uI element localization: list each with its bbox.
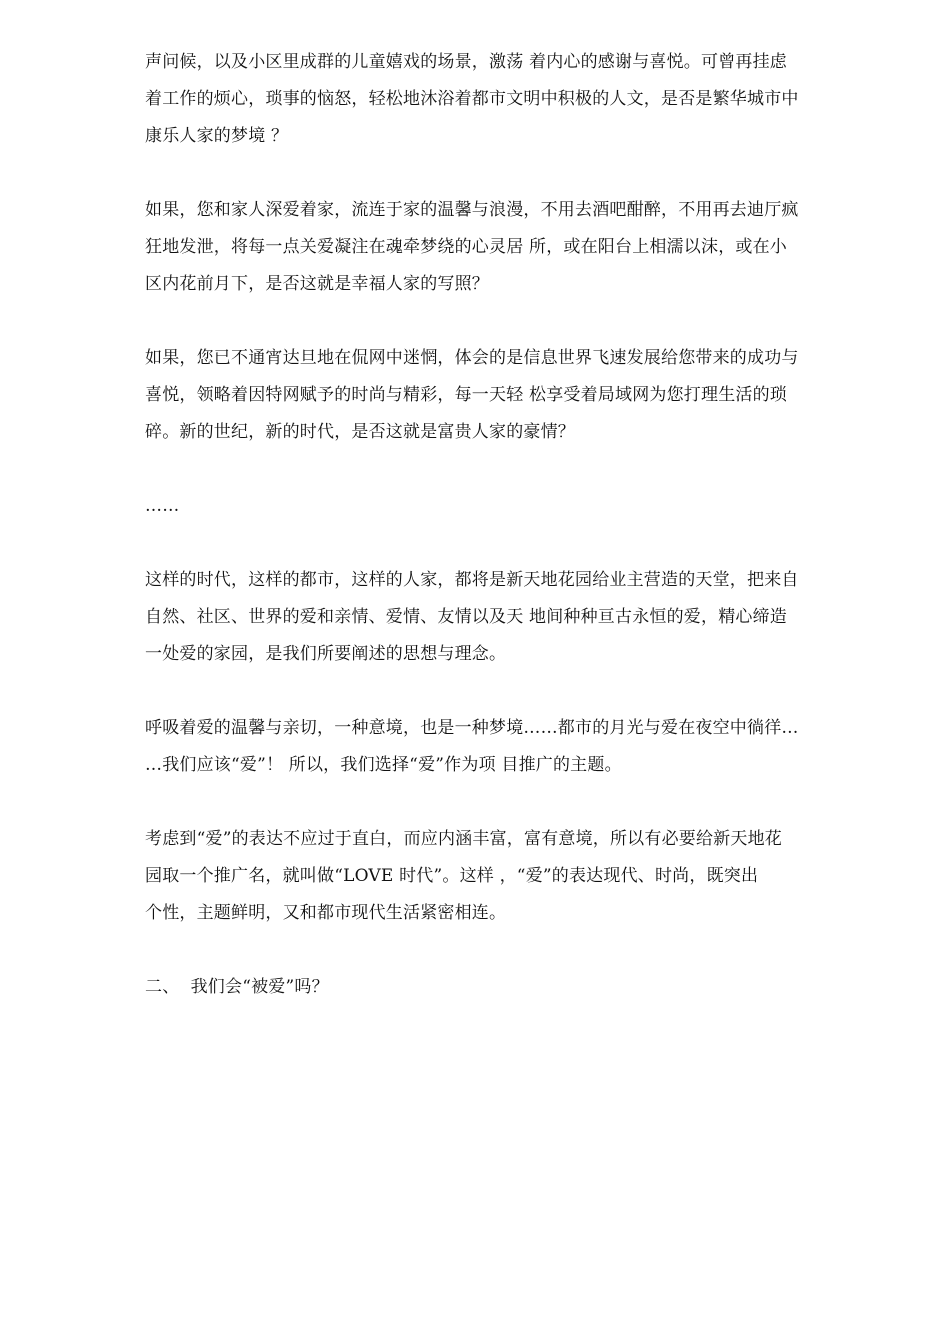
document-page bbox=[145, 44, 875, 1043]
paragraph-family-dream bbox=[145, 44, 875, 155]
paragraph-happy-family bbox=[145, 192, 875, 303]
paragraph-love-era bbox=[145, 821, 875, 932]
text-line: 考虑到“爱”的表达不应过于直白，而应内涵丰富，富有意境，所以有必要给新天地花 bbox=[145, 829, 782, 849]
text-line: 狂地发泄，将每一点关爱凝注在魂牵梦绕的心灵居 所，或在阳台上相濡以沫，或在小 bbox=[145, 237, 788, 257]
text-line: 如果，您和家人深爱着家，流连于家的温馨与浪漫，不用去酒吧酣醉，不用再去迪厅疯 bbox=[145, 200, 799, 220]
paragraph-love-theme bbox=[145, 710, 875, 784]
text-line: …我们应该“爱”！ 所以，我们选择“爱”作为项 目推广的主题。 bbox=[145, 755, 622, 775]
text-line: 区内花前月下，是否这就是幸福人家的写照？ bbox=[145, 274, 489, 294]
text-line: 如果，您已不通宵达旦地在侃网中迷惘，体会的是信息世界飞速发展给您带来的成功与 bbox=[145, 348, 799, 368]
paragraph-love-home bbox=[145, 562, 875, 673]
paragraph-ellipsis bbox=[145, 488, 875, 525]
section-heading bbox=[145, 969, 875, 1006]
text-line: 碎。新的世纪，新的时代，是否这就是富贵人家的豪情？ bbox=[145, 422, 575, 442]
heading-text: 二、 我们会“被爱”吗？ bbox=[145, 977, 329, 997]
text-line: 这样的时代，这样的都市，这样的人家，都将是新天地花园给业主营造的天堂，把来自 bbox=[145, 570, 799, 590]
text-line: 喜悦，领略着因特网赋予的时尚与精彩，每一天轻 松享受着局域网为您打理生活的琐 bbox=[145, 385, 788, 405]
text-line: 自然、社区、世界的爱和亲情、爱情、友情以及天 地间种种亘古永恒的爱，精心缔造 bbox=[145, 607, 788, 627]
text-line: 呼吸着爱的温馨与亲切，一种意境，也是一种梦境……都市的月光与爱在夜空中徜徉… bbox=[145, 718, 799, 738]
text-line: 园取一个推广名，就叫做“LOVE 时代”。这样 ，“爱”的表达现代、时尚，既突出 bbox=[145, 866, 759, 886]
text-line: 康乐人家的梦境 ？ bbox=[145, 126, 289, 146]
text-line: 着工作的烦心，琐事的恼怒，轻松地沐浴着都市文明中积极的人文，是否是繁华城市中 bbox=[145, 89, 799, 109]
text-line: 一处爱的家园，是我们所要阐述的思想与理念。 bbox=[145, 644, 507, 664]
paragraph-wealthy-family bbox=[145, 340, 875, 451]
text-line: 声问候，以及小区里成群的儿童嬉戏的场景，激荡 着内心的感谢与喜悦。可曾再挂虑 bbox=[145, 52, 788, 72]
text-line: 个性，主题鲜明，又和都市现代生活紧密相连。 bbox=[145, 903, 507, 923]
text-line: …… bbox=[145, 496, 180, 516]
